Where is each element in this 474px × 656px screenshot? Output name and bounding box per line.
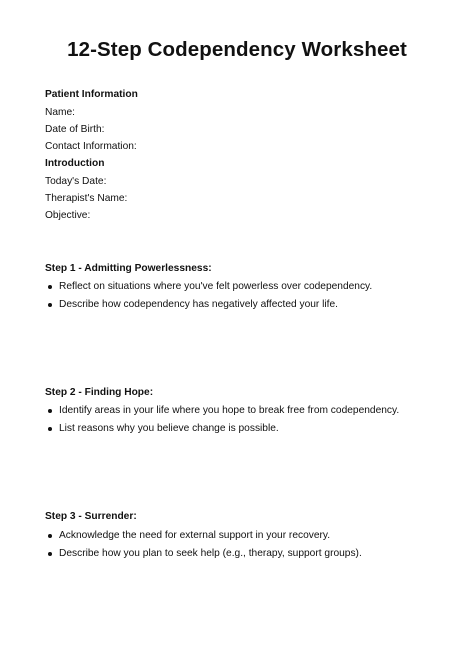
list-item-text: List reasons why you believe change is possible. — [59, 422, 279, 434]
name-field-label: Name: — [45, 107, 76, 118]
date-of-birth-field-label: Date of Birth: — [45, 124, 105, 135]
list-item — [45, 529, 362, 547]
list-item-text: Describe how you plan to seek help (e.g., therapy, support groups). — [59, 547, 362, 559]
list-item — [45, 280, 372, 298]
page-title: 12-Step Codependency Worksheet — [67, 38, 407, 61]
list-item-text: Reflect on situations where you've felt powerless over codependency. — [59, 281, 373, 292]
step-1-heading: Step 1 - Admitting Powerlessness: — [45, 263, 212, 274]
bullet-icon — [48, 427, 52, 431]
bullet-icon — [48, 409, 52, 413]
objective-field-label: Objective: — [45, 210, 91, 221]
step-3-bullet-list — [45, 529, 362, 564]
list-item — [45, 422, 399, 440]
list-item — [45, 547, 362, 565]
therapists-name-field-label: Therapist's Name: — [45, 193, 128, 204]
bullet-icon — [48, 552, 52, 556]
step-2-heading: Step 2 - Finding Hope: — [45, 387, 154, 398]
patient-information-heading: Patient Information — [45, 89, 138, 100]
step-2-bullet-list — [45, 404, 399, 439]
list-item — [45, 404, 399, 422]
list-item — [45, 298, 372, 316]
bullet-icon — [48, 303, 52, 307]
bullet-icon — [48, 285, 52, 289]
bullet-icon — [48, 534, 52, 538]
list-item-text: Describe how codependency has negatively affected your life. — [59, 298, 339, 310]
introduction-heading: Introduction — [45, 158, 105, 169]
contact-information-field-label: Contact Information: — [45, 141, 137, 152]
list-item-text: Acknowledge the need for external support in your recovery. — [59, 530, 331, 541]
list-item-text: Identify areas in your life where you hope to break free from codependency. — [59, 405, 400, 416]
step-1-bullet-list — [45, 280, 372, 315]
todays-date-field-label: Today's Date: — [45, 176, 107, 187]
step-3-heading: Step 3 - Surrender: — [45, 511, 137, 522]
